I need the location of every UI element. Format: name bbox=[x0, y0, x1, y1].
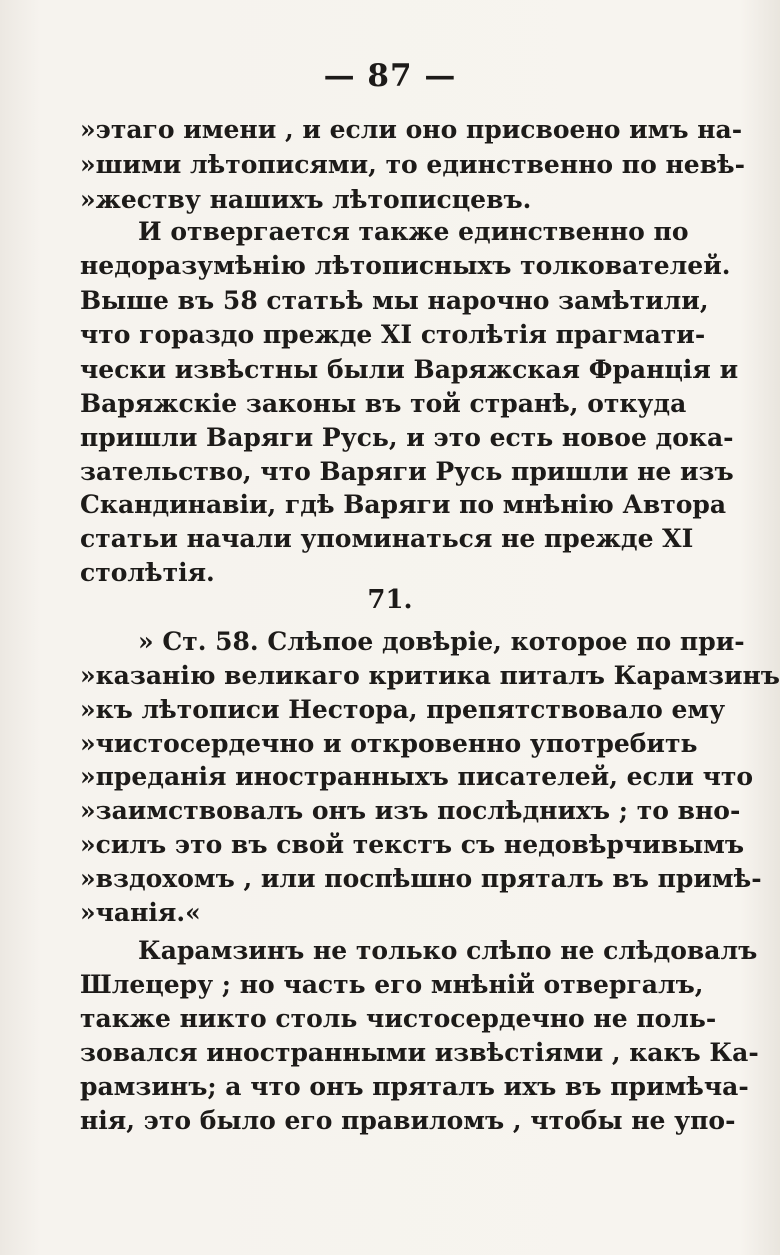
quote-line: »вздохомъ , или поспѣшно пряталъ въ примѣ- bbox=[80, 864, 762, 893]
page-number: — 87 — bbox=[323, 58, 457, 94]
text-line: также никто столь чистосердечно не поль- bbox=[80, 1004, 717, 1033]
quote-line: »заимствовалъ онъ изъ послѣднихъ ; то вно- bbox=[80, 796, 741, 825]
text-line: нія, это было его правиломъ , чтобы не упо- bbox=[80, 1106, 736, 1135]
text-line: Карамзинъ не только слѣпо не слѣдовалъ bbox=[138, 936, 758, 965]
text-line: статьи начали упоминаться не прежде XI bbox=[80, 524, 694, 553]
quote-line: »чанія.« bbox=[80, 898, 201, 927]
text-line: зательство, что Варяги Русь пришли не изъ bbox=[80, 457, 734, 486]
text-line: Скандинавіи, гдѣ Варяги по мнѣнію Автора bbox=[80, 490, 727, 519]
quote-line: »преданія иностранныхъ писателей, если что bbox=[80, 762, 754, 791]
text-line: чески извѣстны были Варяжская Франція и bbox=[80, 355, 739, 384]
text-line: рамзинъ; а что онъ пряталъ ихъ въ примѣча- bbox=[80, 1072, 749, 1101]
quote-line: »силъ это въ свой текстъ съ недовѣрчивымъ bbox=[80, 830, 745, 859]
text-line: что гораздо прежде XI столѣтія прагмати- bbox=[80, 320, 706, 349]
text-line: пришли Варяги Русь, и это есть новое дока- bbox=[80, 423, 734, 452]
text-line: И отвергается также единственно по bbox=[138, 217, 689, 246]
text-line: столѣтія. bbox=[80, 558, 215, 587]
text-line: »шими лѣтописями, то единственно по невѣ- bbox=[80, 150, 746, 179]
quote-line: »чистосердечно и откровенно употребить bbox=[80, 729, 698, 758]
text-line: »этаго имени , и если оно присвоено имъ на- bbox=[80, 115, 743, 144]
text-line: »жеству нашихъ лѣтописцевъ. bbox=[80, 185, 532, 214]
section-number: 71. bbox=[367, 585, 413, 615]
text-line: Варяжскіе законы въ той странѣ, откуда bbox=[80, 389, 687, 418]
quote-line: »казанію великаго критика питалъ Карамзинъ bbox=[80, 661, 780, 690]
text-line: Выше въ 58 статьѣ мы нарочно замѣтили, bbox=[80, 286, 709, 315]
text-line: недоразумѣнію лѣтописныхъ толкователей. bbox=[80, 251, 731, 280]
quote-line: » Ст. 58. Слѣпое довѣріе, которое по при- bbox=[138, 627, 745, 656]
text-line: зовался иностранными извѣстіями , какъ Ка- bbox=[80, 1038, 759, 1067]
quote-line: »къ лѣтописи Нестора, препятствовало ему bbox=[80, 695, 726, 724]
text-line: Шлецеру ; но часть его мнѣній отвергалъ, bbox=[80, 970, 704, 999]
